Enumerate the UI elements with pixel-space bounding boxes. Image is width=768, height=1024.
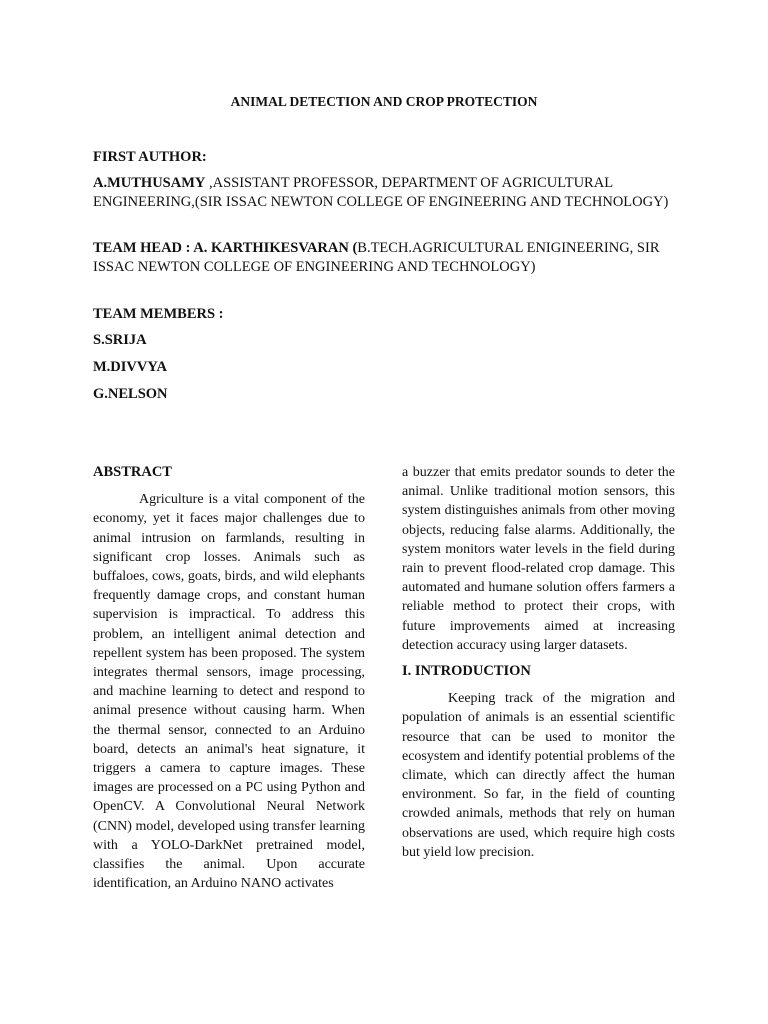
- first-author-label: FIRST AUTHOR:: [93, 149, 207, 165]
- first-author-block: [93, 174, 673, 212]
- team-member: M.DIVVYA: [93, 359, 167, 375]
- first-author-affiliation: ,ASSISTANT PROFESSOR, DEPARTMENT OF AGRICULTURAL ENGINEERING,(SIR ISSAC NEWTON COLLEGE OF ENGINEERING AND TECHNOLOGY): [93, 175, 669, 210]
- team-head-block: [93, 239, 673, 277]
- team-member: S.SRIJA: [93, 332, 147, 348]
- abstract-paragraph-continued: a buzzer that emits predator sounds to deter the animal. Unlike traditional motion sensors, this system distinguishes animals from other moving objects, reducing false alarms. Additionally, the system monitors water levels in the field during rain to prevent flood-related crop damage. This automated and humane solution offers farmers a reliable method to protect their crops, with future improvements aimed at increasing detection accuracy using larger datasets.: [402, 465, 675, 653]
- left-column: [93, 463, 365, 893]
- introduction-heading: I. INTRODUCTION: [402, 663, 531, 680]
- team-head-label: TEAM HEAD : A. KARTHIKESVARAN (: [93, 240, 358, 256]
- introduction-paragraph: Keeping track of the migration and population of animals is an essential scientific resource that can be used to monitor the ecosystem and identify potential problems of the climate, which can directly affect the human environment. So far, in the field of counting crowded animals, methods that rely on human observations are used, which require high costs but yield low precision.: [402, 691, 675, 860]
- abstract-heading: ABSTRACT: [93, 464, 172, 480]
- team-members-label: TEAM MEMBERS :: [93, 306, 224, 322]
- team-head-affiliation: B.TECH.AGRICULTURAL ENIGINEERING, SIR ISSAC NEWTON COLLEGE OF ENGINEERING AND TECHNOLOGY): [93, 240, 660, 275]
- paper-title: ANIMAL DETECTION AND CROP PROTECTION: [230, 94, 538, 109]
- abstract-paragraph: Agriculture is a vital component of the economy, yet it faces major challenges due to animal intrusion on farmlands, resulting in significant crop losses. Animals such as buffaloes, cows, goats, birds, and wild elephants frequently damage crops, and constant human supervision is impractical. To address this problem, an intelligent animal detection and repellent system has been proposed. The system integrates thermal sensors, image processing, and machine learning to detect and respond to animal presence without causing harm. When the thermal sensor, connected to an Arduino board, detects an animal's heat signature, it triggers a camera to capture images. These images are processed on a PC using Python and OpenCV. A Convolutional Neural Network (CNN) model, developed using transfer learning with a YOLO-DarkNet pretrained model, classifies the animal. Upon accurate identification, an Arduino NANO activates: [93, 492, 365, 892]
- right-column: [402, 463, 675, 862]
- first-author-name: A.MUTHUSAMY: [93, 175, 206, 191]
- team-member: G.NELSON: [93, 386, 168, 402]
